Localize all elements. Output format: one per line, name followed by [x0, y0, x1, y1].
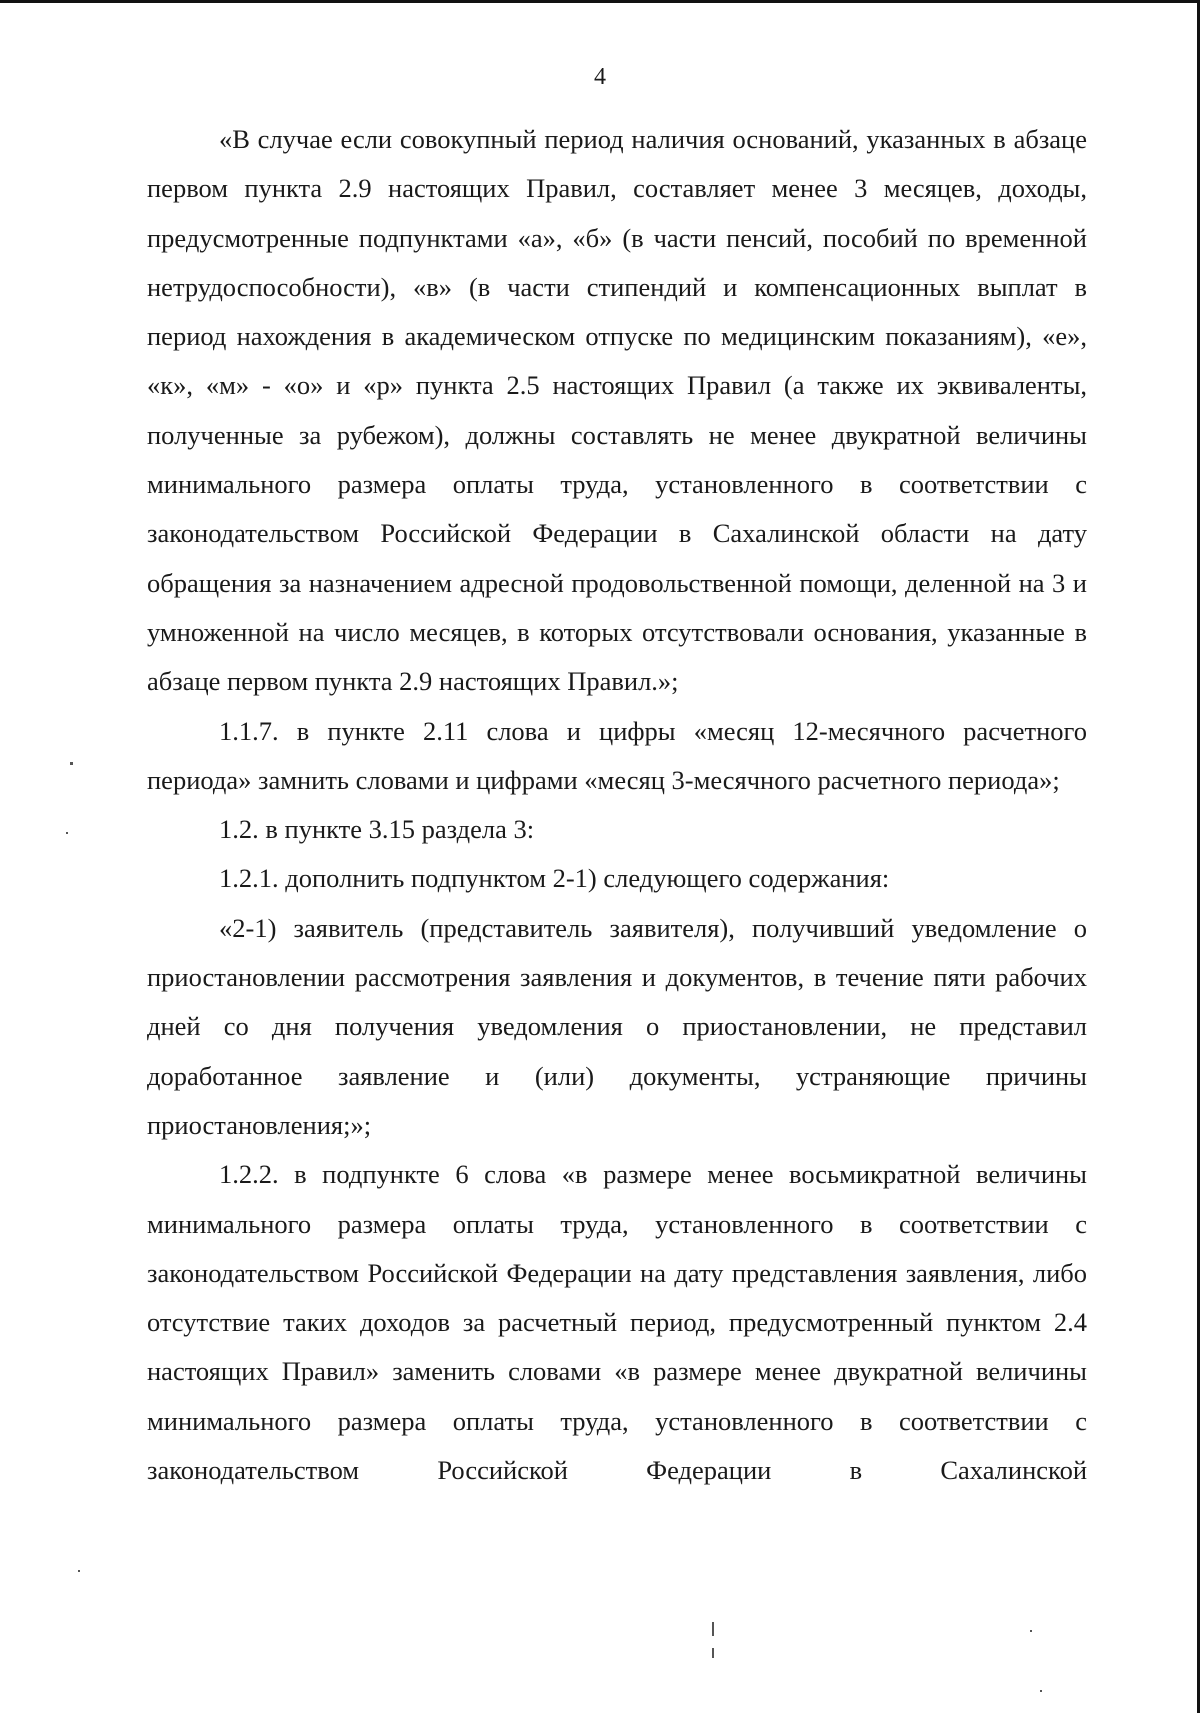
scan-speck: [712, 1622, 714, 1636]
paragraph-1-2: 1.2. в пункте 3.15 раздела 3:: [219, 814, 535, 845]
page-number: 4: [594, 64, 606, 90]
paragraph-1-1-7: 1.1.7. в пункте 2.11 слова и цифры «месяц 12-месячного расчетного периода» замнить словами и цифрами «месяц 3-месячного расчетного периода»;: [147, 715, 1087, 795]
scan-speck: [78, 1570, 80, 1572]
paragraph-income-requirement: «В случае если совокупный период наличия оснований, указанных в абзаце первом пункта 2.9 настоящих Правил, составляет менее 3 месяцев, доходы, предусмотренные подпунктами «а», «б» (в части пенсий, пособий по временной нетрудоспособности), «в» (в части стипендий и компенсационных выплат в период нахождения в академическом отпуске по медицинским показаниям), «е», «к», «м» - «о» и «р» пункта 2.5 настоящих Правил (а также их эквиваленты, полученные за рубежом), должны составлять не менее двукратной величины минимального размера оплаты труда, установленного в соответствии с законодательством Российской Федерации в Сахалинской области на дату обращения за назначением адресной продовольственной помощи, деленной на 3 и умноженной на число месяцев, в которых отсутствовали основания, указанные в абзаце первом пункта 2.9 настоящих Правил.»;: [147, 124, 1087, 697]
paragraph-1-2-2: 1.2.2. в подпункте 6 слова «в размере менее восьмикратной величины минимального размера оплаты труда, установленного в соответствии с законодательством Российской Федерации на дату представления заявления, либо отсутствие таких доходов за расчетный период, предусмотренный пунктом 2.4 настоящих Правил» заменить словами «в размере менее двукратной величины минимального размера оплаты труда, установленного в соответствии с законодательством Российской Федерации в Сахалинской: [147, 1159, 1087, 1486]
paragraph-1-2-1: 1.2.1. дополнить подпунктом 2-1) следующего содержания:: [219, 863, 890, 894]
scan-speck: [70, 762, 73, 765]
paragraph-subitem-2-1: «2-1) заявитель (представитель заявителя), получивший уведомление о приостановлении рассмотрения заявления и документов, в течение пяти рабочих дней со дня получения уведомления о приостановлении, не представил доработанное заявление и (или) документы, устраняющие причины приостановления;»;: [147, 912, 1087, 1140]
document-body: [147, 115, 1087, 1495]
scan-speck: [66, 832, 68, 834]
scan-speck: [712, 1648, 714, 1658]
scan-speck: [1040, 1690, 1042, 1692]
scan-edge-top: [0, 0, 1200, 3]
scan-speck: [1030, 1630, 1032, 1632]
